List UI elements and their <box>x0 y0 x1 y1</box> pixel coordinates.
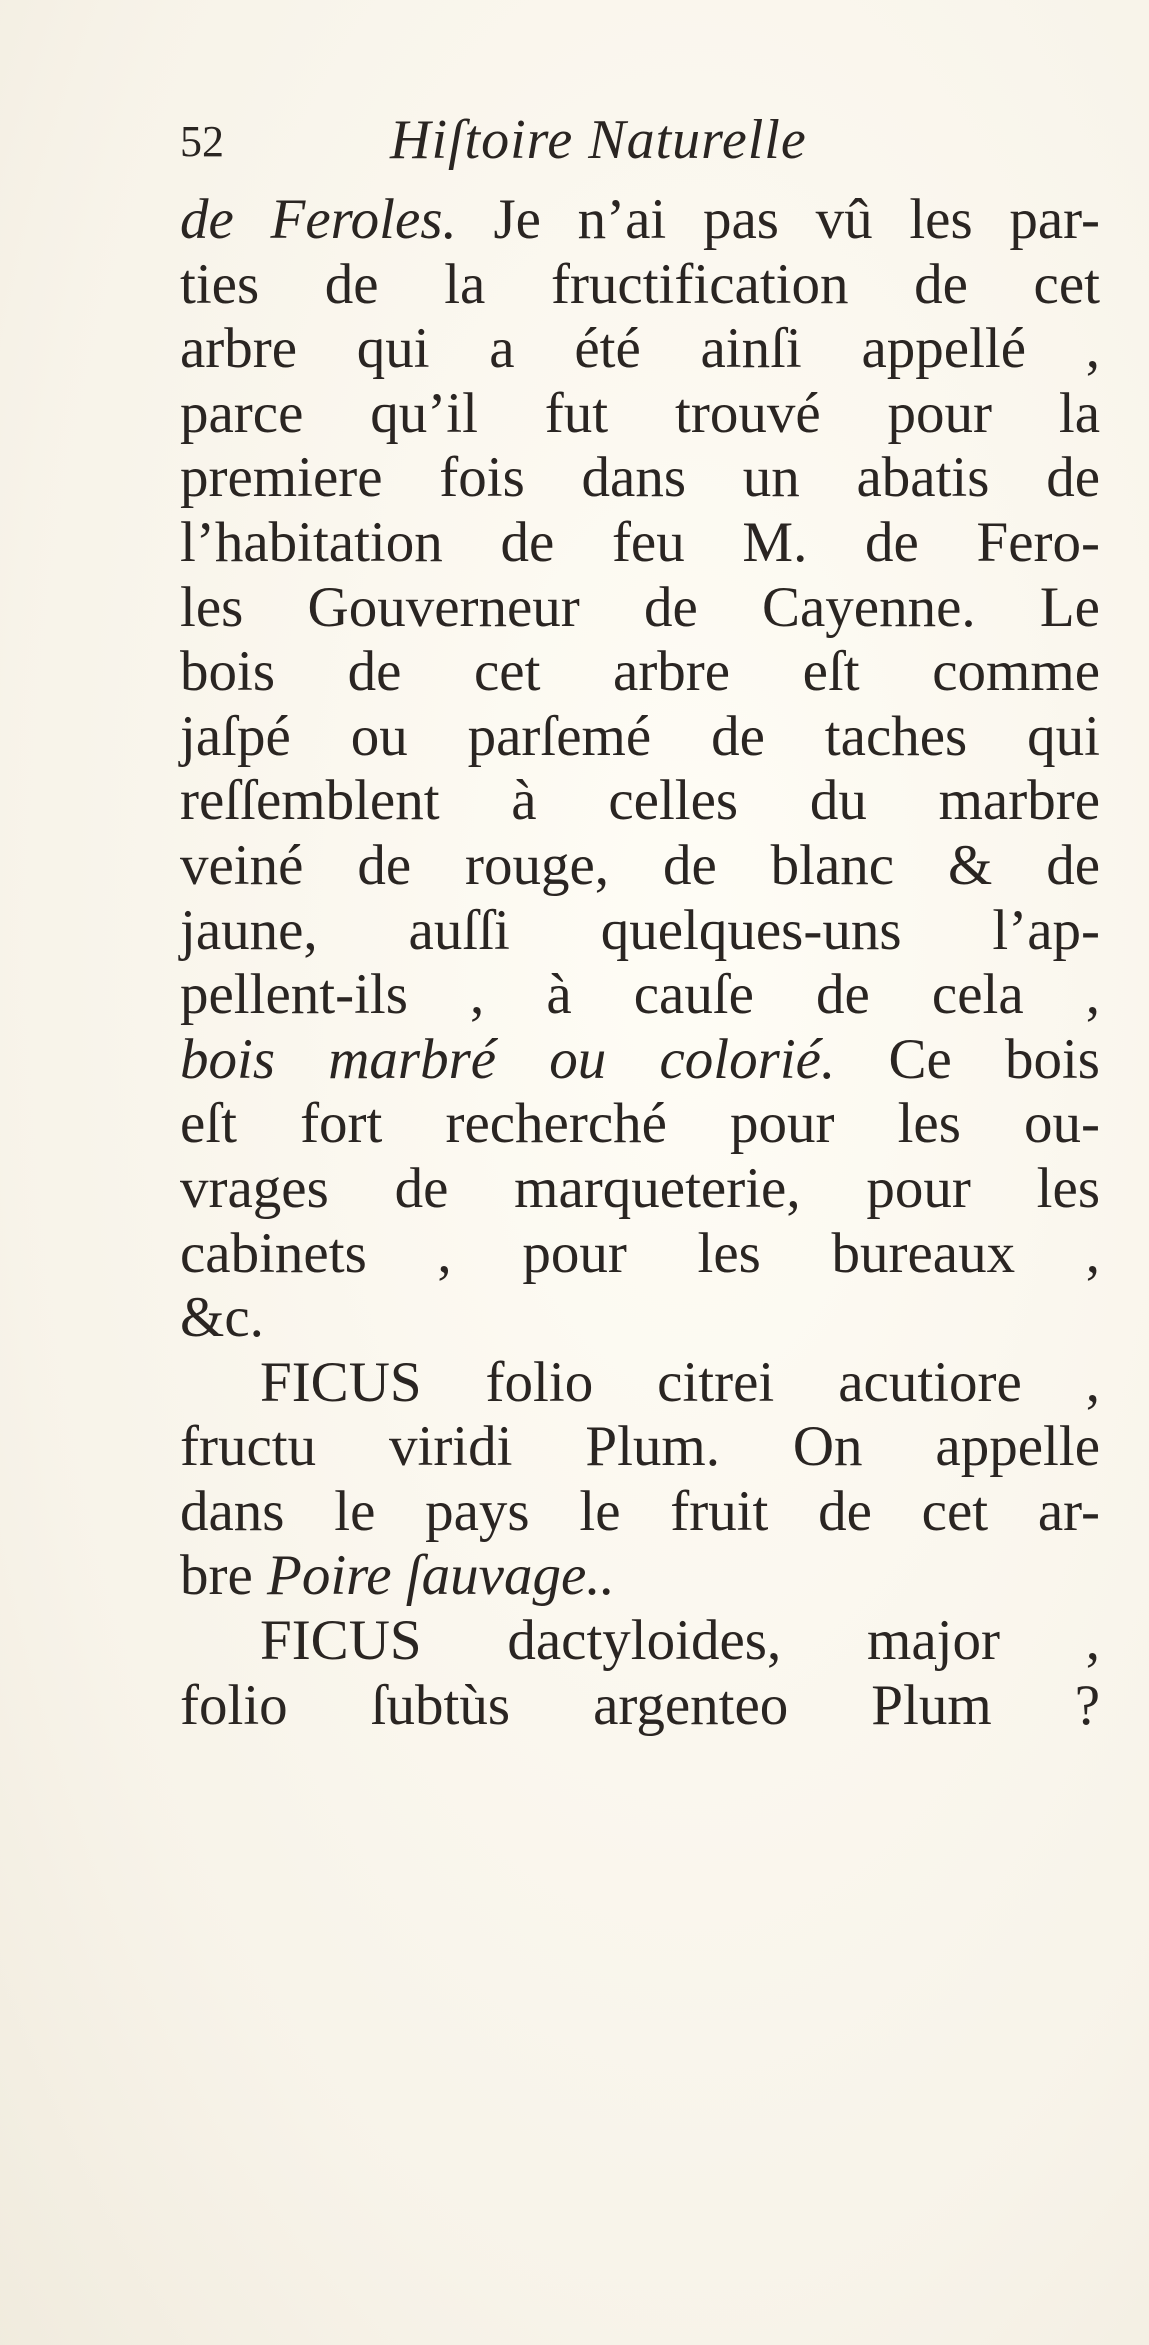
text-line <box>180 1674 1100 1739</box>
text-segment: les Gouverneur de Cayenne. Le <box>180 575 1100 639</box>
text-segment: fructu viridi Plum. On appelle <box>180 1415 1100 1479</box>
text-line <box>180 1609 1100 1674</box>
text-segment: reſſemblent à celles du marbre <box>180 769 1100 833</box>
text-line <box>180 446 1100 511</box>
text-segment: folio ſubtùs argenteo Plum ? <box>180 1673 1100 1737</box>
text-line <box>180 1157 1100 1222</box>
text-line <box>180 253 1100 318</box>
text-line <box>180 317 1100 382</box>
text-line <box>180 769 1100 834</box>
text-line <box>180 1351 1100 1416</box>
page-header <box>180 108 980 178</box>
text-segment: vrages de marqueterie, pour les <box>180 1156 1100 1220</box>
text-line <box>180 899 1100 964</box>
text-segment: jaune, auſſi quelques-uns l’ap- <box>180 898 1100 962</box>
text-segment: FICUS dactyloides, major , <box>260 1609 1100 1673</box>
text-segment: l’habitation de feu M. de Fero- <box>180 510 1100 574</box>
text-line <box>180 963 1100 1028</box>
running-title: Hiſtoire Naturelle <box>390 109 807 171</box>
text-segment: veiné de rouge, de blanc & de <box>180 833 1100 897</box>
text-line <box>180 188 1100 253</box>
text-segment: premiere fois dans un abatis de <box>180 446 1100 510</box>
text-line <box>180 1286 1100 1351</box>
italic-segment: bois marbré ou colorié. <box>180 1027 836 1091</box>
text-segment: eſt fort recherché pour les ou- <box>180 1092 1100 1156</box>
text-line <box>180 1092 1100 1157</box>
text-line <box>180 576 1100 641</box>
italic-segment: Poire ſauvage.. <box>267 1544 615 1608</box>
text-segment: cabinets , pour les bureaux , <box>180 1221 1100 1285</box>
text-line <box>180 640 1100 705</box>
text-line <box>180 1480 1100 1545</box>
text-line <box>180 1222 1100 1287</box>
text-line <box>180 1415 1100 1480</box>
text-segment: arbre qui a été ainſi appellé , <box>180 317 1100 381</box>
text-line <box>180 1028 1100 1093</box>
text-segment: FICUS folio citrei acutiore , <box>260 1350 1100 1414</box>
text-segment: Ce bois <box>835 1027 1100 1091</box>
text-segment: parce qu’il fut trouvé pour la <box>180 381 1100 445</box>
text-segment: bois de cet arbre eſt comme <box>180 640 1100 704</box>
text-segment: &c. <box>180 1286 264 1350</box>
text-segment: jaſpé ou parſemé de taches qui <box>180 704 1100 768</box>
text-line <box>180 705 1100 770</box>
text-line <box>180 511 1100 576</box>
text-line <box>180 1544 1100 1609</box>
text-line <box>180 382 1100 447</box>
text-segment: ties de la fructification de cet <box>180 252 1100 316</box>
text-segment: pellent-ils , à cauſe de cela , <box>180 963 1100 1027</box>
text-segment: Je n’ai pas vû les par- <box>456 188 1100 251</box>
italic-segment: de Feroles. <box>180 188 457 251</box>
body-text <box>180 188 1100 1738</box>
text-segment: bre <box>180 1544 268 1608</box>
text-segment: dans le pays le fruit de cet ar- <box>180 1479 1100 1543</box>
text-line <box>180 834 1100 899</box>
page-number: 52 <box>180 117 224 166</box>
